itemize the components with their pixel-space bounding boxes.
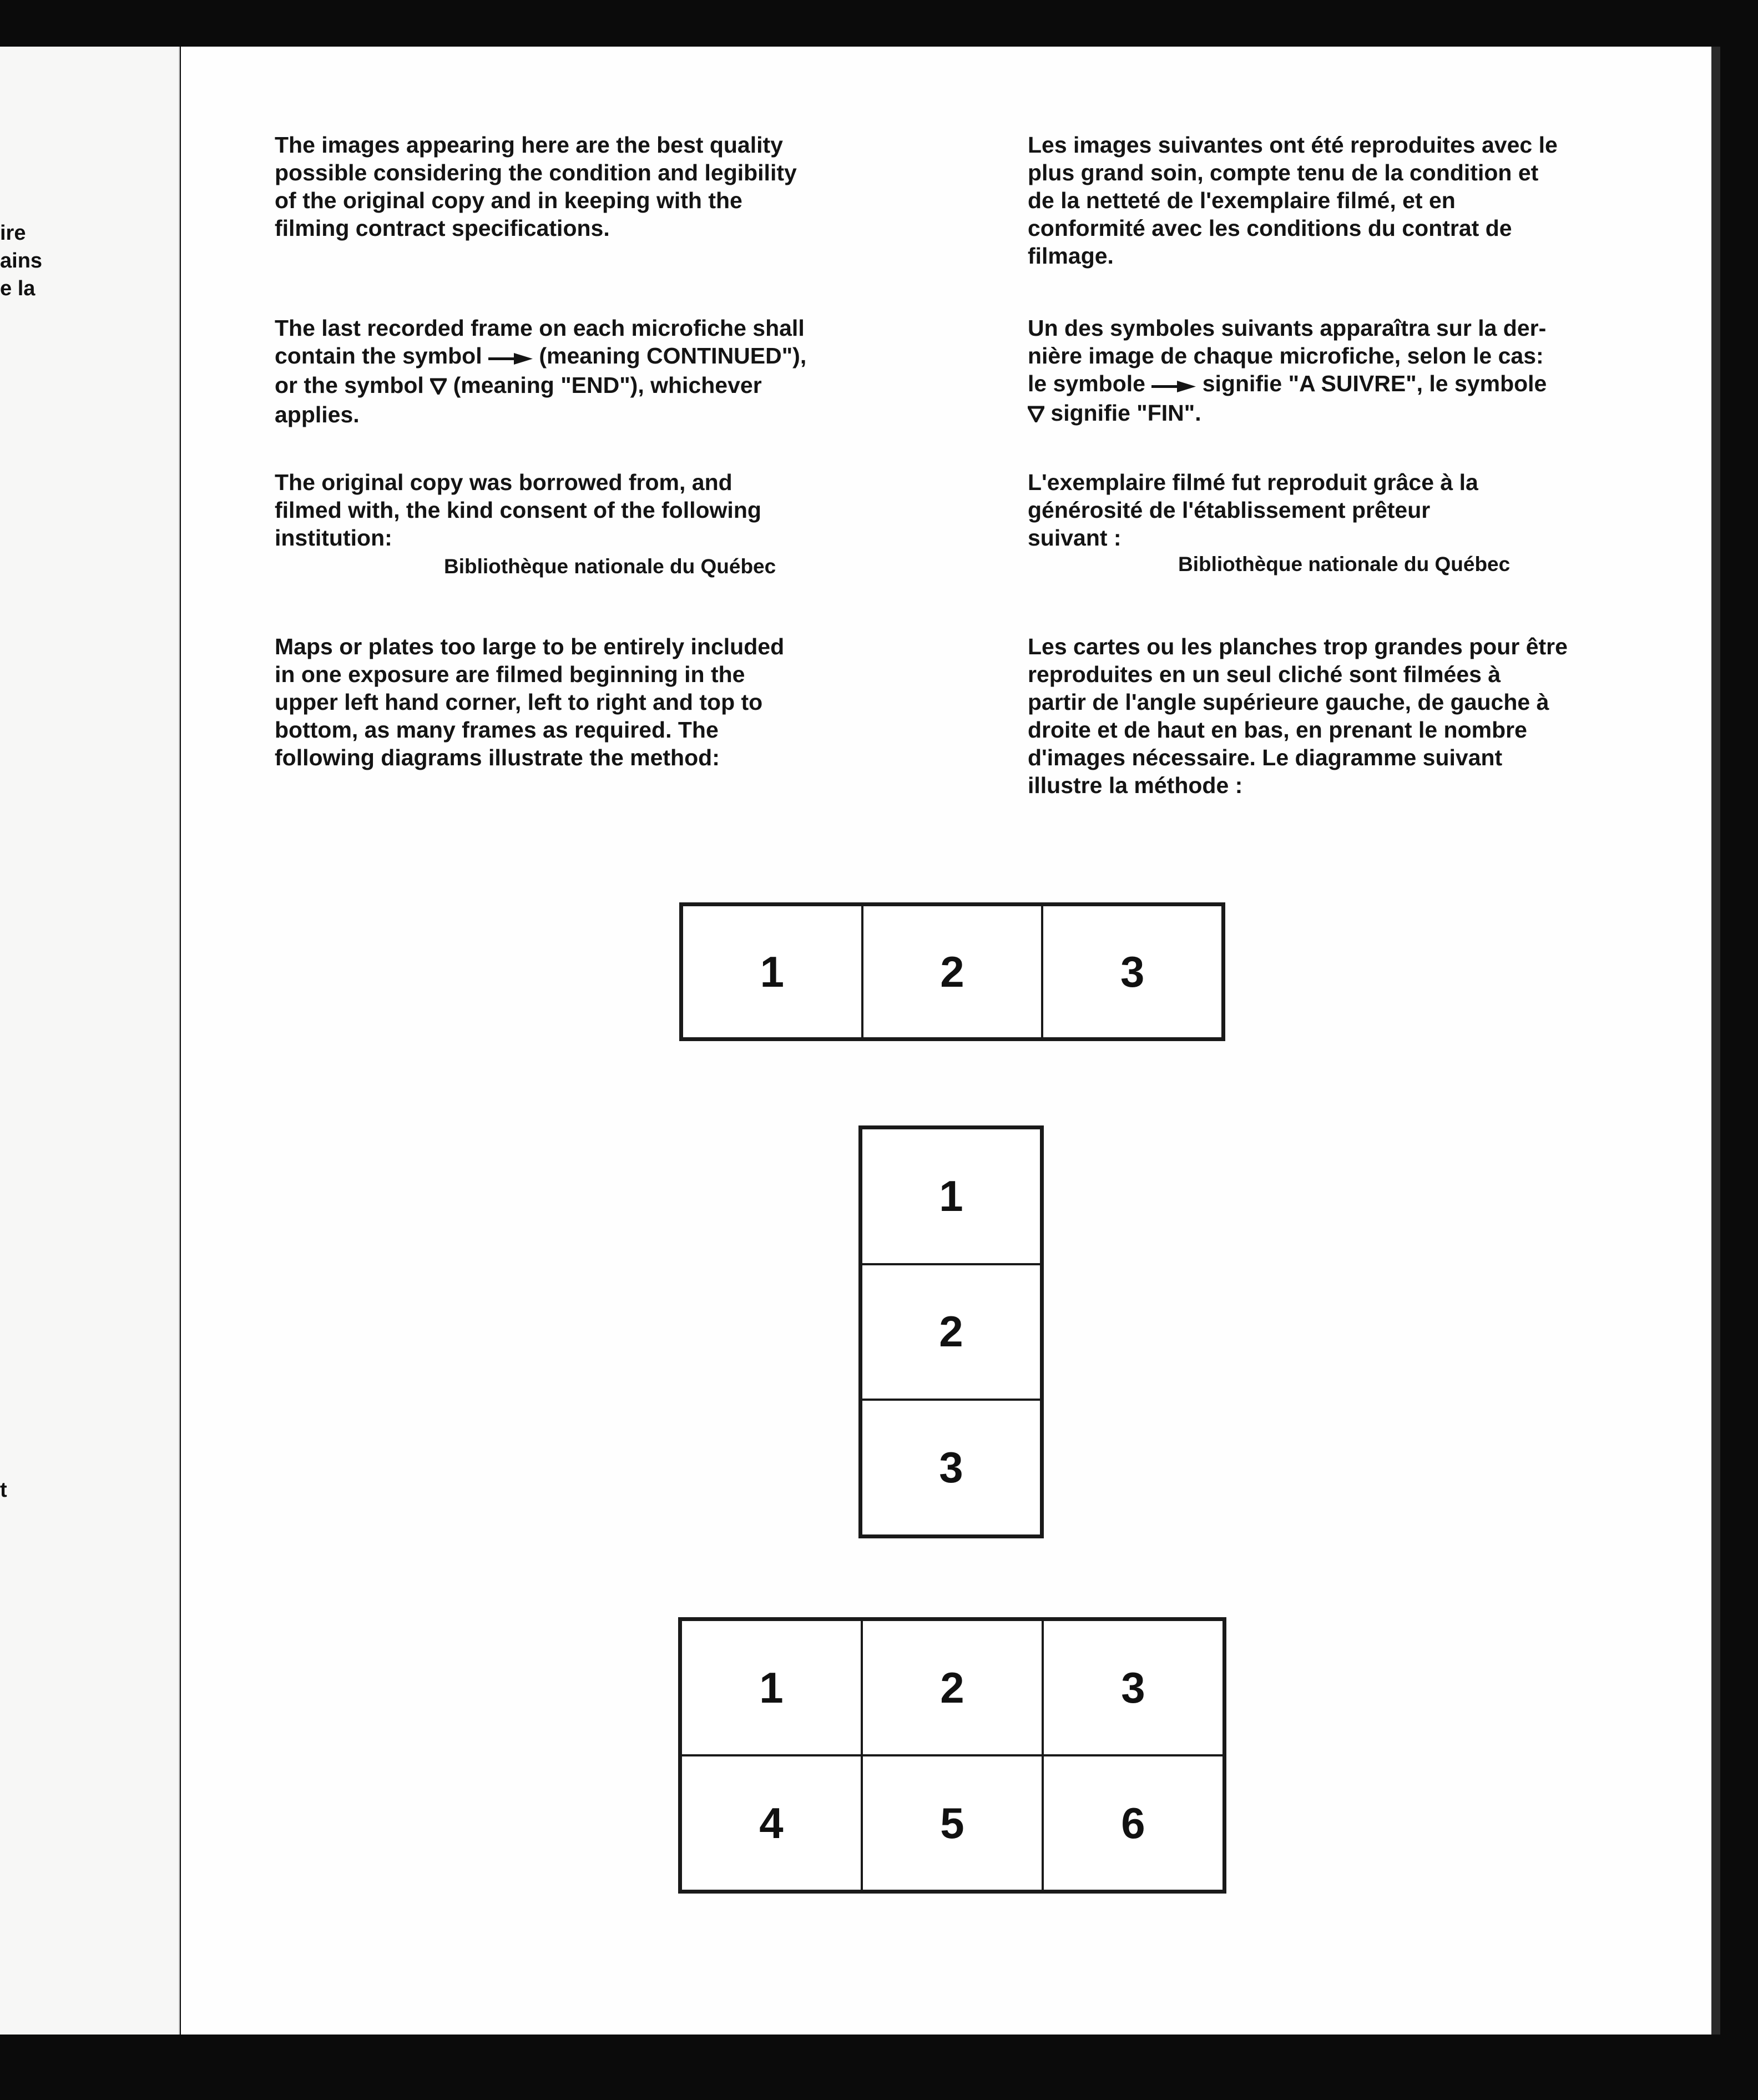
- end-triangle-icon: [430, 373, 447, 401]
- frame-cell: 1: [682, 905, 862, 1038]
- frame-cell: 5: [862, 1755, 1043, 1891]
- arrow-right-icon: [488, 344, 533, 371]
- french-column: [1028, 131, 1666, 270]
- previous-page-fragment: e la: [0, 277, 36, 300]
- frame-cell: 3: [861, 1400, 1041, 1536]
- frame-cell: 2: [862, 905, 1043, 1038]
- english-symbol-line-3a: or the symbol: [275, 372, 431, 398]
- english-column: [275, 131, 874, 242]
- french-symbol-line-1: Un des symboles suivants apparaîtra sur la der-: [1028, 315, 1547, 341]
- french-institution-name: Bibliothèque nationale du Québec: [1178, 553, 1511, 576]
- english-symbol-line-4: applies.: [275, 402, 360, 428]
- frame-cell: 3: [1042, 905, 1222, 1038]
- french-symbol-line-3b: signifie "A SUIVRE", le symbole: [1196, 371, 1547, 396]
- french-maps-paragraph: Les cartes ou les planches trop grandes pour être reproduites en un seul cliché sont filmées à partir de l'angle supérieure gauche, de gauche à droite et de haut en bas, en prenant le nombre d'images nécessaire. Le diagramme suivant illustre la méthode :: [1028, 634, 1568, 798]
- frame-cell: 2: [862, 1620, 1043, 1755]
- english-symbol-line-3b: (meaning "END"), whichever: [447, 372, 762, 398]
- french-symbol-paragraph: [1028, 314, 1666, 428]
- frame-cell: 6: [1043, 1755, 1224, 1891]
- page-edge-shadow: [1711, 47, 1720, 2035]
- english-symbol-line-1: The last recorded frame on each microfiche shall: [275, 315, 805, 341]
- english-symbol-line-2a: contain the symbol: [275, 343, 488, 368]
- french-symbol-line-2: nière image de chaque microfiche, selon le cas:: [1028, 343, 1544, 368]
- english-symbol-paragraph: [275, 314, 874, 428]
- english-loan-paragraph: The original copy was borrowed from, and filmed with, the kind consent of the following institution:: [275, 470, 761, 551]
- frame-cell: 4: [681, 1755, 862, 1891]
- frame-cell: 1: [861, 1128, 1041, 1264]
- english-institution-name: Bibliothèque nationale du Québec: [444, 555, 776, 578]
- french-symbol-line-4: signifie "FIN".: [1044, 400, 1201, 426]
- french-loan-paragraph: L'exemplaire filmé fut reproduit grâce à la générosité de l'établissement prêteur suivant :: [1028, 470, 1478, 551]
- english-maps-paragraph: Maps or plates too large to be entirely included in one exposure are filmed beginning in the upper left hand corner, left to right and top to bottom, as many frames as required. The following diagrams illustrate the method:: [275, 634, 785, 770]
- previous-page-fragment: ire: [0, 221, 26, 245]
- horizontal-frames-diagram: [679, 902, 1225, 1041]
- grid-frames-diagram: [678, 1617, 1226, 1894]
- previous-page-edge: [0, 47, 180, 2035]
- arrow-right-icon: [1151, 371, 1196, 399]
- previous-page-fragment: t: [0, 1478, 7, 1502]
- previous-page-fragment: ains: [0, 249, 43, 272]
- end-triangle-icon: [1028, 401, 1044, 428]
- english-quality-paragraph: The images appearing here are the best quality possible considering the condition and legibility of the original copy and in keeping with the filming contract specifications.: [275, 132, 797, 241]
- frame-cell: 2: [861, 1264, 1041, 1400]
- english-symbol-line-2b: (meaning CONTINUED"),: [533, 343, 807, 368]
- frame-cell: 1: [681, 1620, 862, 1755]
- vertical-frames-diagram: [858, 1125, 1044, 1538]
- french-symbol-line-3a: le symbole: [1028, 371, 1152, 396]
- frame-cell: 3: [1043, 1620, 1224, 1755]
- french-quality-paragraph: Les images suivantes ont été reproduites avec le plus grand soin, compte tenu de la condition et de la netteté de l'exemplaire filmé, et en conformité avec les conditions du contrat de filmage.: [1028, 132, 1558, 269]
